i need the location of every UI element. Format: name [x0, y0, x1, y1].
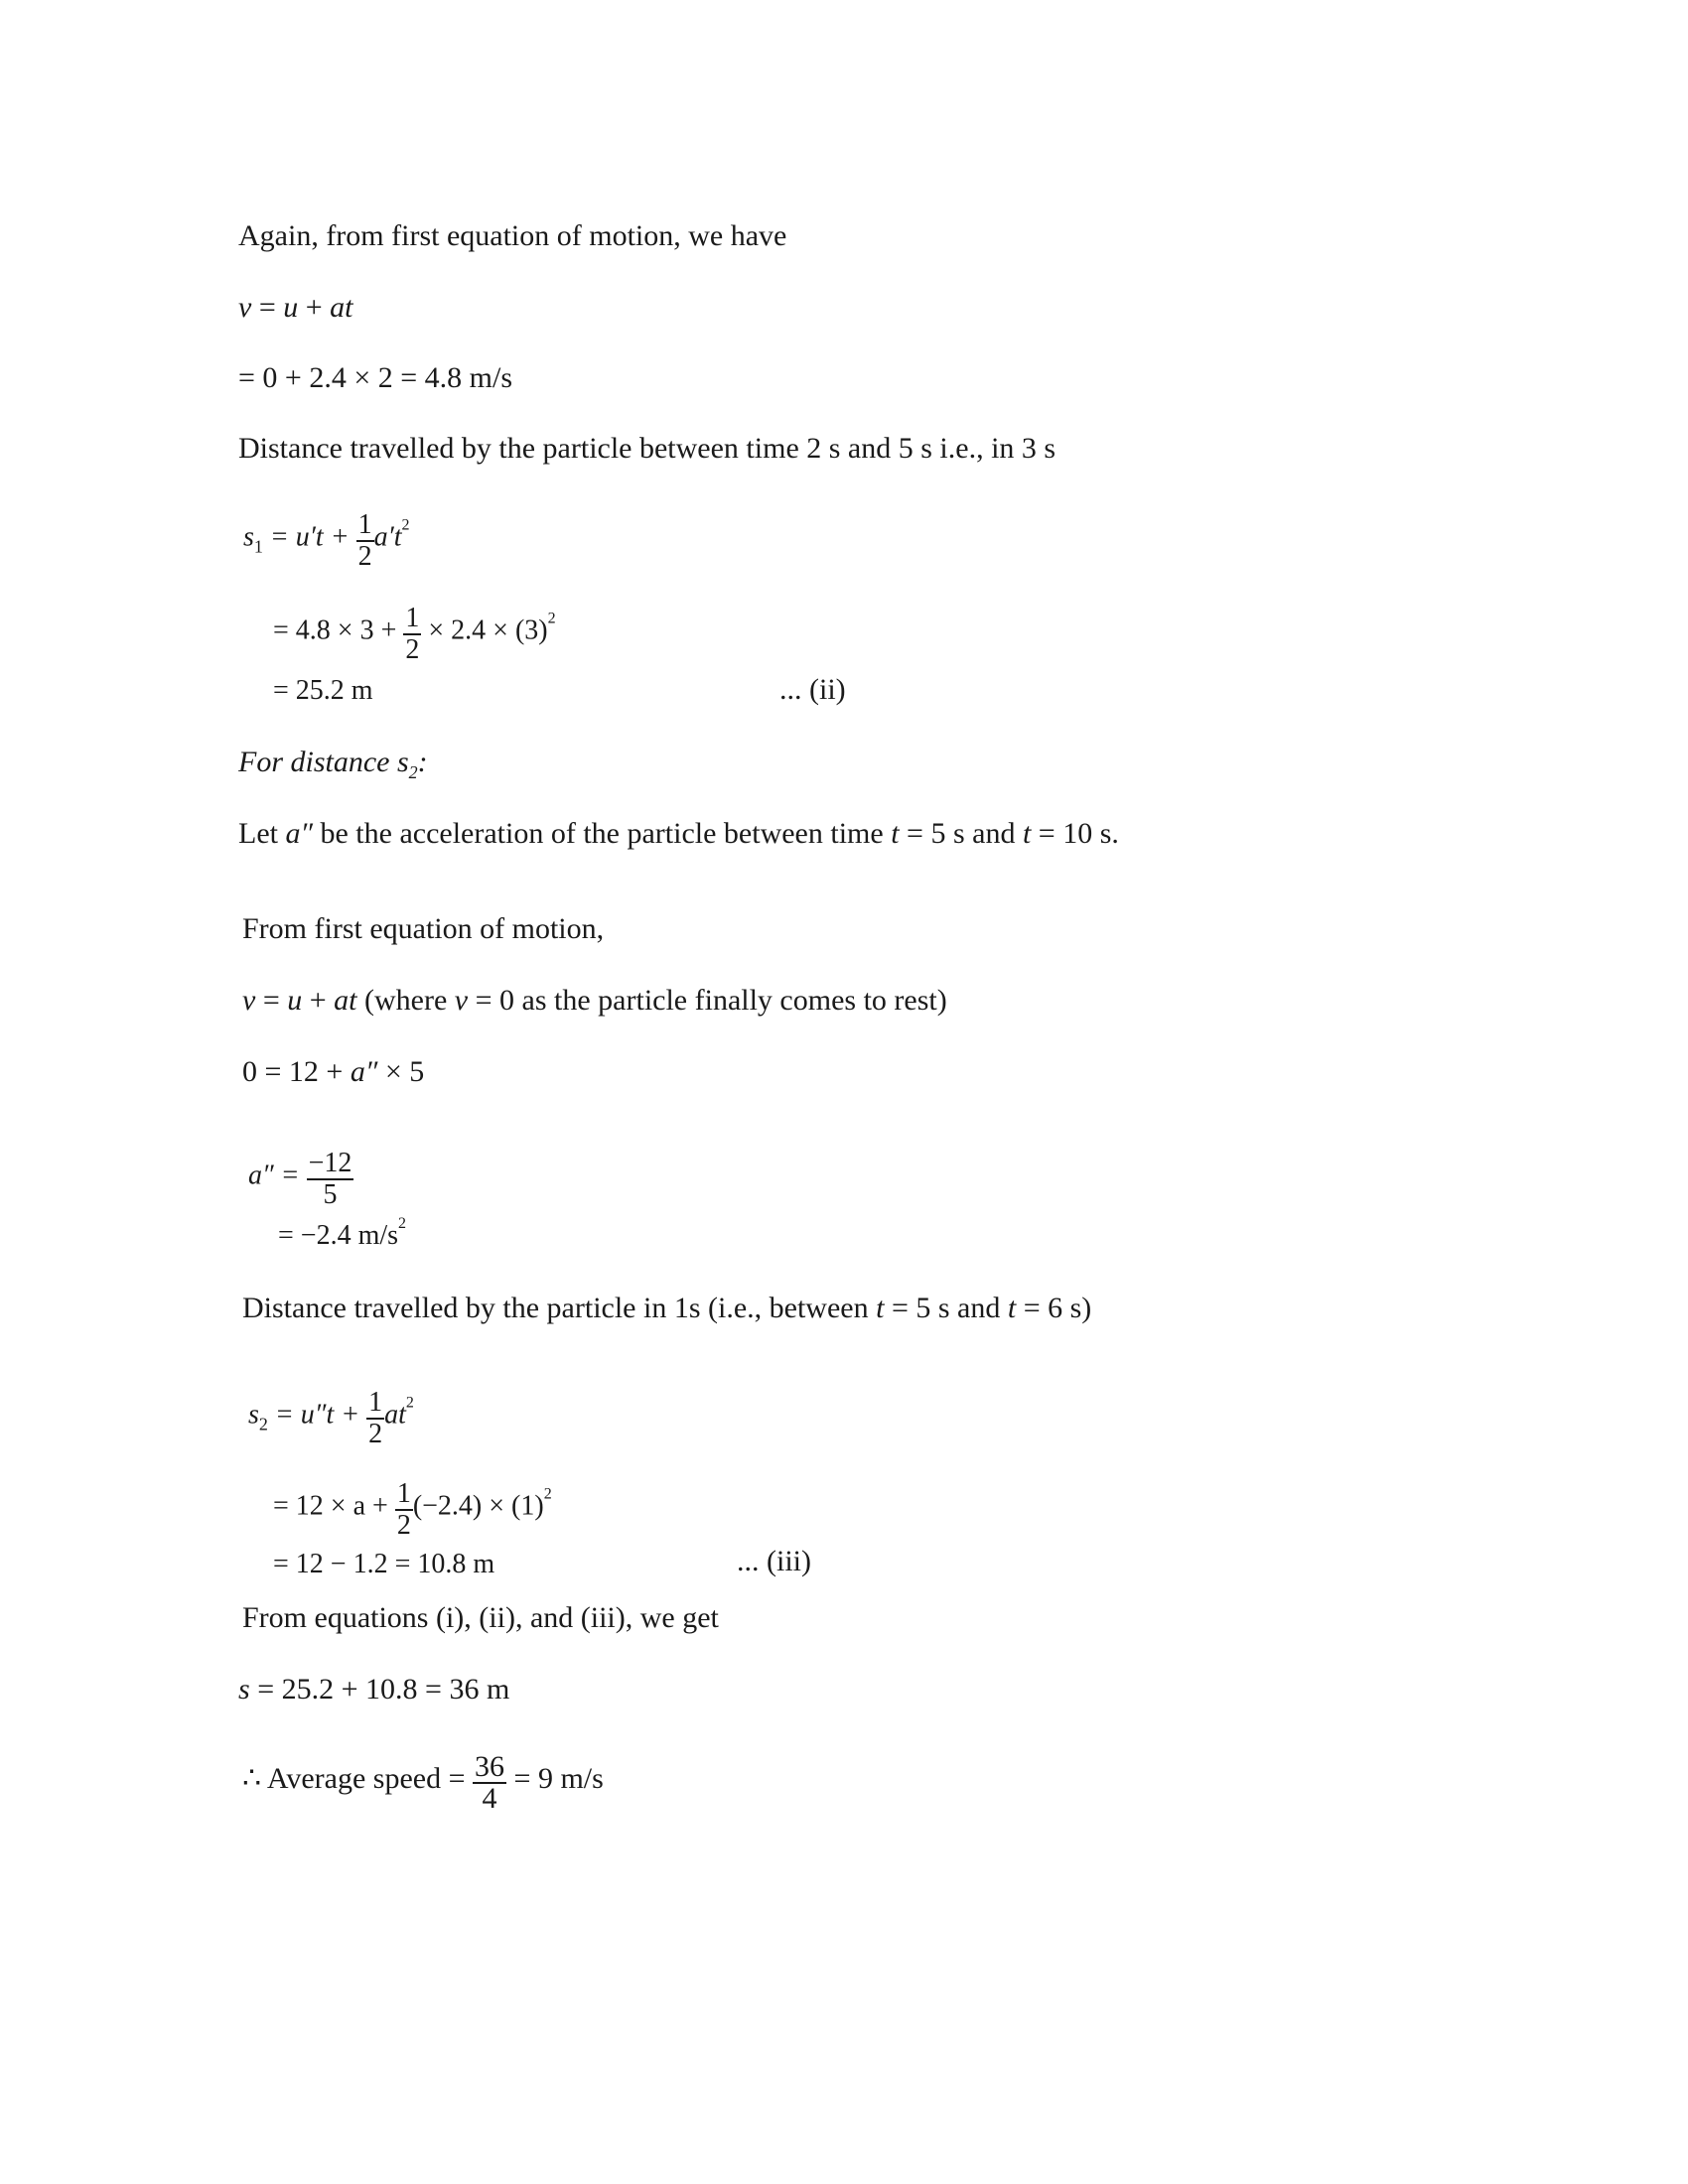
- op-plus: +: [298, 291, 331, 324]
- equation-s2: $s_2 = u''t$ + $\frac{1}{2}$ $at^2$: [248, 1387, 414, 1449]
- var-v: v: [238, 291, 252, 324]
- sub-1: 1: [253, 536, 263, 557]
- s1-step2-b: × 2.4 × (3): [421, 614, 548, 646]
- fraction-36-4: $\frac{36}{4}$: [475, 1750, 505, 1815]
- equation-total-distance: s = 25.2 + 10.8 = 36 m: [238, 1673, 510, 1706]
- sup-2: 2: [401, 516, 410, 534]
- equation-v-u-at: [238, 290, 353, 326]
- fraction-minus12-5: $\frac{-12}{5}$: [308, 1148, 352, 1210]
- text-distance-1: Distance travelled by the particle between time 2 s and 5 s i.e., in 3 s: [238, 432, 1056, 465]
- equation-s1-step2: [273, 602, 556, 663]
- equation-s2-result: = 12 − 1.2 = 10.8 m: [273, 1549, 495, 1579]
- op-equals: =: [251, 291, 284, 324]
- heading-distance-s2: For distance $s_2$:: [238, 746, 428, 782]
- text-again: Again, from first equation of motion, we have: [238, 219, 787, 252]
- s1-step2-a: = 4.8 × 3 +: [273, 614, 404, 646]
- equation-s2-step2: = 12 × a + $\frac{1}{2}$ $(-2.4) \times (1)^2$: [273, 1478, 552, 1541]
- equation-v-rest: v = u + at (where v = 0 as the particle finally comes to rest): [242, 984, 947, 1017]
- var-at: at: [330, 291, 353, 324]
- equation-average-speed: ∴ Average speed = $\frac{36}{4}$ = 9 m/s: [242, 1750, 604, 1815]
- equation-s1: [243, 508, 410, 570]
- fraction-half: $\frac{1}{2}$: [368, 1387, 383, 1449]
- text-let-acceleration: Let a″ be the acceleration of the particle between time t = 5 s and t = 10 s.: [238, 817, 1119, 850]
- text-from-first: From first equation of motion,: [242, 912, 605, 945]
- s1-tail: a′t: [373, 521, 402, 553]
- equation-tag-ii: ... (ii): [779, 673, 846, 706]
- fraction-half: $\frac{1}{2}$: [357, 509, 372, 572]
- equation-v-value: = 0 + 2.4 × 2 = 4.8 m/s: [238, 361, 513, 394]
- var-u: u: [283, 291, 299, 324]
- sup-2: 2: [547, 610, 556, 627]
- equation-s1-result: = 25.2 m: [273, 675, 373, 706]
- var-s: s: [243, 521, 254, 553]
- text-distance-2: Distance travelled by the particle in 1s (i.e., between t = 5 s and t = 6 s): [242, 1292, 1092, 1324]
- s1-rhs-start: = u′t +: [262, 521, 356, 553]
- equation-a2-result: = −2.4 $m/s^2$: [278, 1215, 407, 1251]
- fraction-half: $\frac{1}{2}$: [396, 1478, 411, 1541]
- equation-a2: a″ = $\frac{-12}{5}$: [248, 1148, 352, 1210]
- fraction-half: $\frac{1}{2}$: [405, 603, 420, 665]
- text-from-equations: From equations (i), (ii), and (iii), we get: [242, 1601, 719, 1634]
- equation-zero: 0 = 12 + a″ × 5: [242, 1055, 425, 1088]
- equation-tag-iii: ... (iii): [737, 1545, 811, 1577]
